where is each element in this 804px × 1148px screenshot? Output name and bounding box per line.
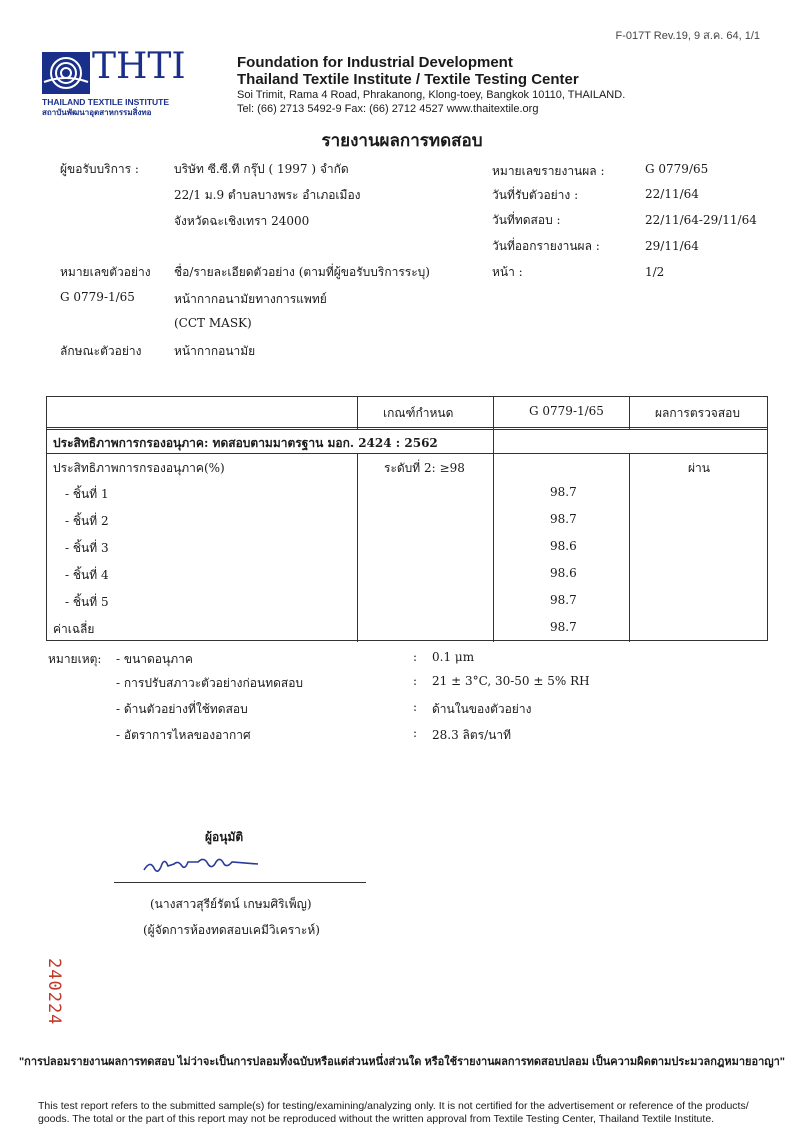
average-value: 98.7 xyxy=(550,620,577,634)
note-colon: : xyxy=(413,674,418,688)
client-name: บริษัท ซี.ซี.ที กรุ๊ป ( 1997 ) จำกัด xyxy=(174,162,349,176)
thti-logo-icon xyxy=(42,52,90,94)
table-row-value: 98.6 xyxy=(550,566,577,580)
sample-description: หน้ากากอนามัยทางการแพทย์ xyxy=(174,292,327,306)
logo-subtitle-th: สถาบันพัฒนาอุตสาหกรรมสิ่งทอ xyxy=(42,108,152,117)
issue-date: 29/11/64 xyxy=(645,239,699,253)
client-address-line2: จังหวัดฉะเชิงเทรา 24000 xyxy=(174,214,310,228)
signature xyxy=(140,852,300,880)
report-number-label: หมายเลขรายงานผล : xyxy=(492,164,605,178)
sample-type: หน้ากากอนามัย xyxy=(174,344,256,358)
client-address-line1: 22/1 ม.9 ตำบลบางพระ อำเภอเมือง xyxy=(174,188,361,202)
notes-label: หมายเหตุ: xyxy=(48,652,102,666)
table-row-value: 98.7 xyxy=(550,485,577,499)
table-row-label: - ชิ้นที่ 2 xyxy=(65,514,109,528)
results-table xyxy=(46,396,768,641)
received-date: 22/11/64 xyxy=(645,187,699,201)
logo-wordmark: THTI xyxy=(92,46,186,87)
disclaimer-line2: goods. The total or the part of this report may not be reproduced without the written approval from Textile Testing Center, Thailand Textile Institute. xyxy=(38,1113,715,1125)
table-row-value: 98.6 xyxy=(550,539,577,553)
note-value: 28.3 ลิตร/นาที xyxy=(432,728,512,742)
disclaimer-line1: This test report refers to the submitted sample(s) for testing/examining/analyzing only. It is not certified for the advertisement or reference of the products/ xyxy=(38,1100,749,1112)
table-row-value: 98.7 xyxy=(550,512,577,526)
signature-line xyxy=(114,882,366,883)
sample-number: G 0779-1/65 xyxy=(60,290,135,304)
table-row-label: - ชิ้นที่ 5 xyxy=(65,595,109,609)
page-label: หน้า : xyxy=(492,265,523,279)
report-title: รายงานผลการทดสอบ xyxy=(321,131,483,150)
report-number: G 0779/65 xyxy=(645,162,709,176)
org-contact: Tel: (66) 2713 5492-9 Fax: (66) 2712 4527 www.thaitextile.org xyxy=(237,103,539,115)
test-date-label: วันที่ทดสอบ : xyxy=(492,213,561,227)
note-key: - ด้านตัวอย่างที่ใช้ทดสอบ xyxy=(116,702,248,716)
client-label: ผู้ขอรับบริการ : xyxy=(60,162,139,176)
verdict-value: ผ่าน xyxy=(688,461,710,475)
criteria-value: ระดับที่ 2: ≥98 xyxy=(384,461,465,475)
serial-stamp-number: 240224 xyxy=(44,958,64,1026)
note-colon: : xyxy=(413,650,418,664)
issue-date-label: วันที่ออกรายงานผล : xyxy=(492,239,600,253)
org-address: Soi Trimit, Rama 4 Road, Phrakanong, Klong-toey, Bangkok 10110, THAILAND. xyxy=(237,89,626,101)
header-result: ผลการตรวจสอบ xyxy=(655,406,740,420)
received-date-label: วันที่รับตัวอย่าง : xyxy=(492,188,579,202)
approver-label: ผู้อนุมัติ xyxy=(205,830,244,844)
note-value: 21 ± 3°C, 30-50 ± 5% RH xyxy=(432,674,590,688)
parameter-label: ประสิทธิภาพการกรองอนุภาค(%) xyxy=(53,461,225,475)
approver-position: (ผู้จัดการห้องทดสอบเคมีวิเคราะห์) xyxy=(143,923,320,937)
table-row-label: - ชิ้นที่ 1 xyxy=(65,487,109,501)
logo-subtitle-en: THAILAND TEXTILE INSTITUTE xyxy=(42,97,170,107)
sample-type-label: ลักษณะตัวอย่าง xyxy=(60,344,142,358)
forgery-warning: "การปลอมรายงานผลการทดสอบ ไม่ว่าจะเป็นการปลอมทั้งฉบับหรือแต่ส่วนหนึ่งส่วนใด หรือใช้รายงานผลการทดสอบปลอม เป็นความผิดตามประมวลกฎหมายอาญา" xyxy=(18,1056,786,1068)
org-name-line2: Thailand Textile Institute / Textile Testing Center xyxy=(237,71,579,88)
page-number: 1/2 xyxy=(645,265,665,279)
note-key: - การปรับสภาวะตัวอย่างก่อนทดสอบ xyxy=(116,676,304,690)
note-key: - อัตราการไหลของอากาศ xyxy=(116,728,251,742)
sample-description-label: ชื่อ/รายละเอียดตัวอย่าง (ตามที่ผู้ขอรับบริการระบุ) xyxy=(174,265,430,279)
note-value: ด้านในของตัวอย่าง xyxy=(432,702,532,716)
test-date: 22/11/64-29/11/64 xyxy=(645,213,757,227)
table-row-label: - ชิ้นที่ 3 xyxy=(65,541,109,555)
table-row-label: - ชิ้นที่ 4 xyxy=(65,568,109,582)
note-colon: : xyxy=(413,700,418,714)
sample-description-model: (CCT MASK) xyxy=(174,316,252,330)
serial-stamp xyxy=(30,958,74,1028)
note-value: 0.1 μm xyxy=(432,650,475,664)
note-key: - ขนาดอนุภาค xyxy=(116,652,193,666)
approver-name: (นางสาวสุรีย์รัตน์ เกษมศิริเพ็ญ) xyxy=(150,897,312,911)
table-row-value: 98.7 xyxy=(550,593,577,607)
average-label: ค่าเฉลี่ย xyxy=(53,622,95,636)
org-name-line1: Foundation for Industrial Development xyxy=(237,54,513,71)
header-criteria: เกณฑ์กำหนด xyxy=(383,406,454,420)
note-colon: : xyxy=(413,726,418,740)
header-sample-id: G 0779-1/65 xyxy=(529,404,604,418)
document-reference: F-017T Rev.19, 9 ส.ค. 64, 1/1 xyxy=(615,30,760,42)
test-section-title: ประสิทธิภาพการกรองอนุภาค: ทดสอบตามมาตรฐาน มอก. 2424 : 2562 xyxy=(53,436,438,450)
sample-number-label: หมายเลขตัวอย่าง xyxy=(60,265,151,279)
